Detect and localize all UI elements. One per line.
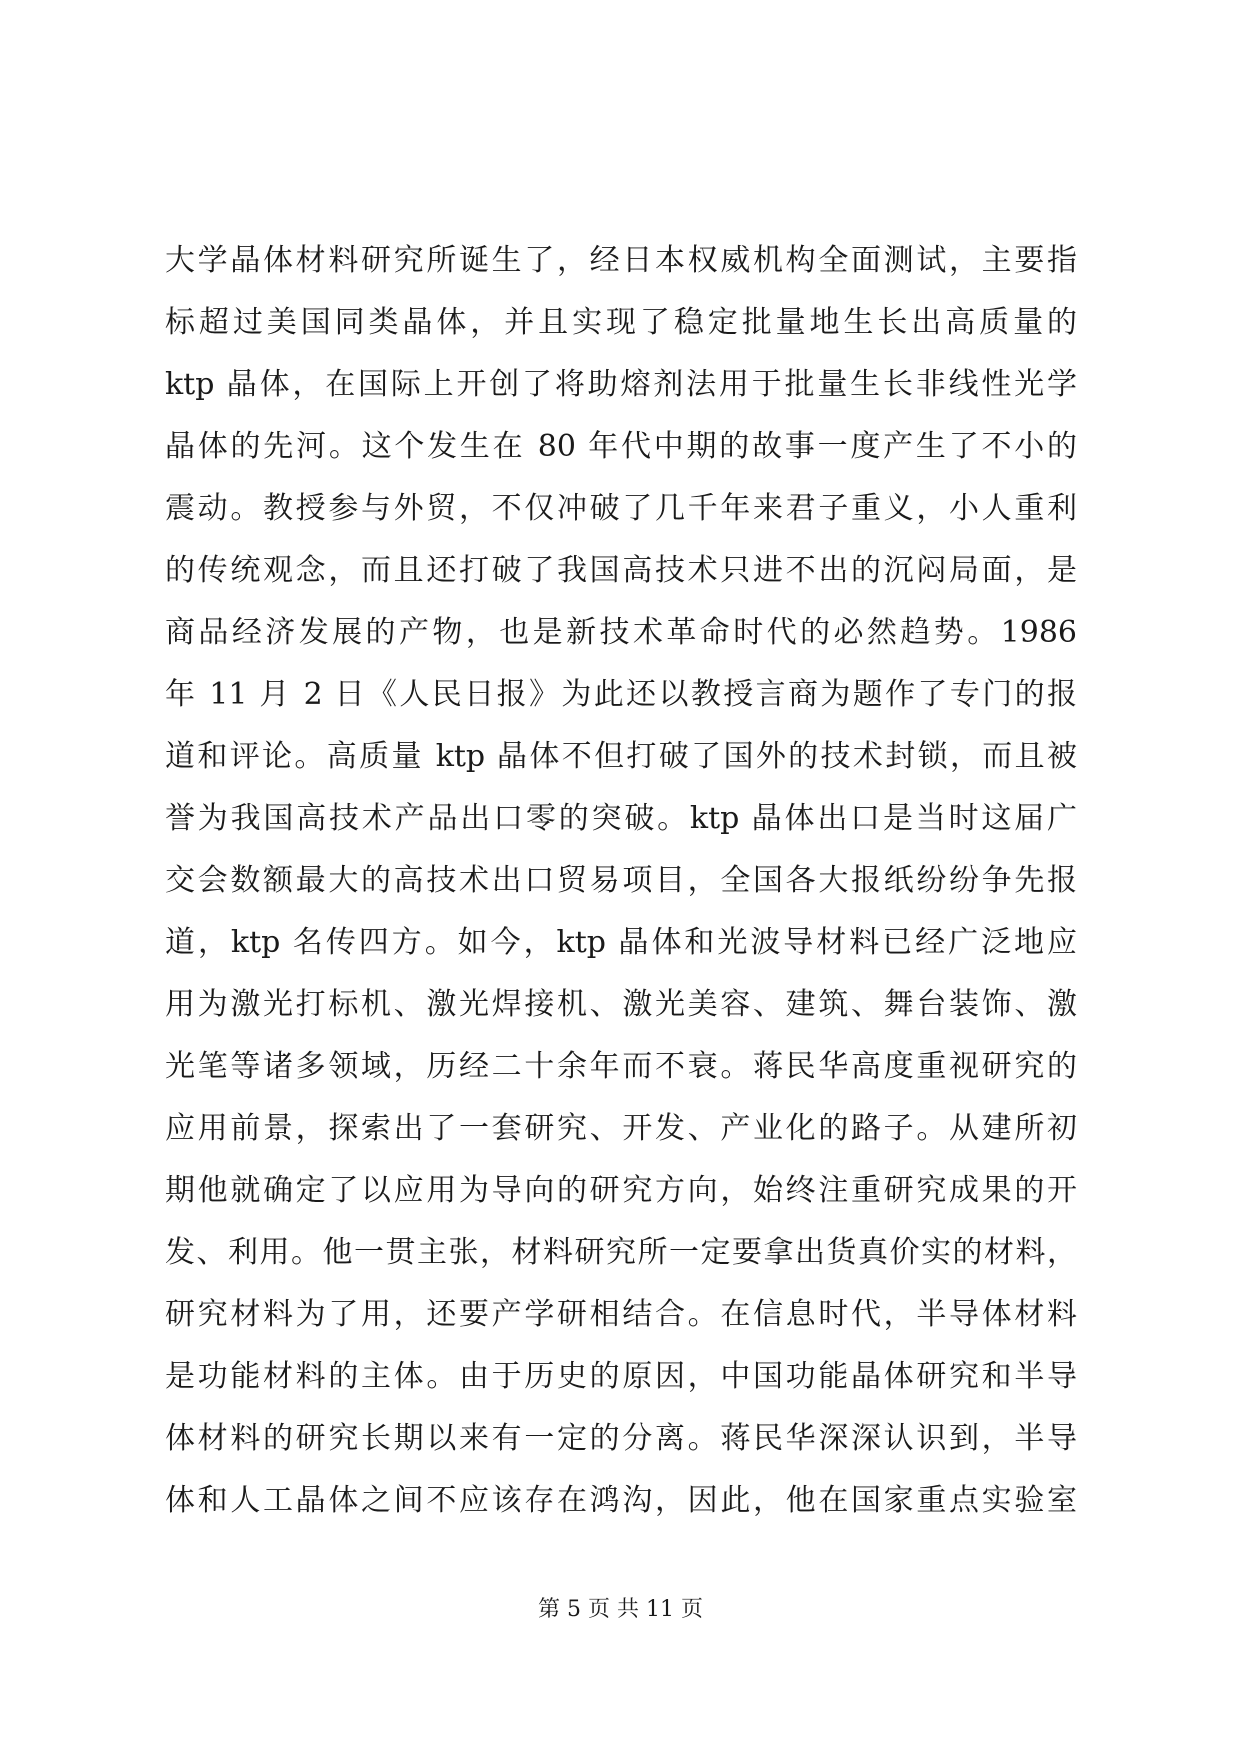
text-line: 发、利用。他一贯主张，材料研究所一定要拿出货真价实的材料， — [165, 1235, 1077, 1270]
text-line: 交会数额最大的高技术出口贸易项目，全国各大报纸纷纷争先报 — [165, 863, 1077, 898]
text-line: 期他就确定了以应用为导向的研究方向，始终注重研究成果的开 — [165, 1173, 1077, 1208]
text-line: ktp 晶体，在国际上开创了将助熔剂法用于批量生长非线性光学 — [165, 367, 1077, 402]
text-line: 誉为我国高技术产品出口零的突破。ktp 晶体出口是当时这届广 — [165, 801, 1077, 836]
text-line: 研究材料为了用，还要产学研相结合。在信息时代，半导体材料 — [165, 1297, 1077, 1332]
text-line: 商品经济发展的产物，也是新技术革命时代的必然趋势。1986 — [165, 615, 1077, 650]
body-text — [165, 230, 1077, 1532]
text-line: 体和人工晶体之间不应该存在鸿沟，因此，他在国家重点实验室 — [165, 1483, 1077, 1518]
text-line: 体材料的研究长期以来有一定的分离。蒋民华深深认识到，半导 — [165, 1421, 1077, 1456]
text-line: 是功能材料的主体。由于历史的原因，中国功能晶体研究和半导 — [165, 1359, 1077, 1394]
text-line: 晶体的先河。这个发生在 80 年代中期的故事一度产生了不小的 — [165, 429, 1077, 464]
text-line: 用为激光打标机、激光焊接机、激光美容、建筑、舞台装饰、激 — [165, 987, 1077, 1022]
page-footer: 第 5 页 共 11 页 — [538, 1597, 703, 1622]
text-line: 道，ktp 名传四方。如今，ktp 晶体和光波导材料已经广泛地应 — [165, 925, 1077, 960]
text-line: 标超过美国同类晶体，并且实现了稳定批量地生长出高质量的 — [165, 305, 1077, 340]
text-line: 道和评论。高质量 ktp 晶体不但打破了国外的技术封锁，而且被 — [165, 739, 1077, 774]
text-line: 应用前景，探索出了一套研究、开发、产业化的路子。从建所初 — [165, 1111, 1077, 1146]
text-line: 年 11 月 2 日《人民日报》为此还以教授言商为题作了专门的报 — [165, 677, 1077, 712]
text-line: 的传统观念，而且还打破了我国高技术只进不出的沉闷局面，是 — [165, 553, 1077, 588]
text-line: 光笔等诸多领域，历经二十余年而不衰。蒋民华高度重视研究的 — [165, 1049, 1077, 1084]
text-line: 震动。教授参与外贸，不仅冲破了几千年来君子重义，小人重利 — [165, 491, 1077, 526]
text-line: 大学晶体材料研究所诞生了，经日本权威机构全面测试，主要指 — [165, 243, 1077, 278]
